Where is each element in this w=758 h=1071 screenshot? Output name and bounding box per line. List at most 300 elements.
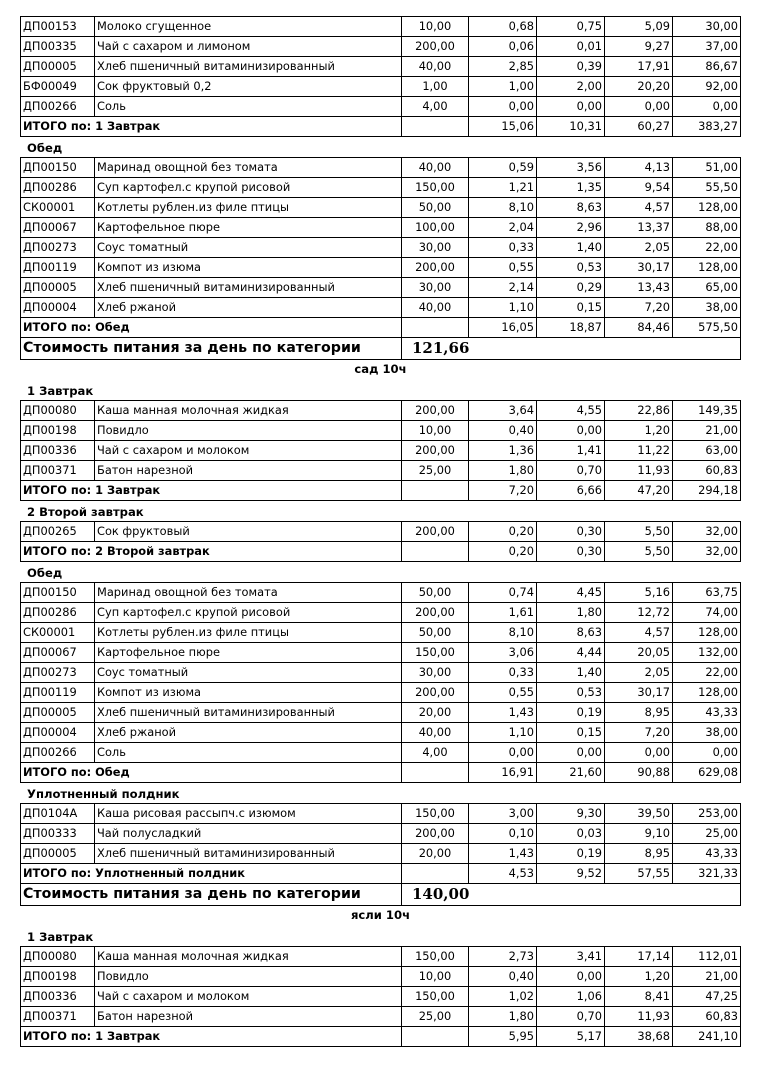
fat-value: 1,40 <box>537 238 605 258</box>
total-protein: 5,95 <box>469 1027 537 1047</box>
protein-value: 2,04 <box>469 218 537 238</box>
protein-value: 1,80 <box>469 461 537 481</box>
carbs-value: 9,10 <box>605 824 673 844</box>
energy-value: 21,00 <box>673 421 741 441</box>
fat-value: 9,30 <box>537 804 605 824</box>
total-carbs: 47,20 <box>605 481 673 501</box>
total-quantity-empty <box>402 318 469 338</box>
table-row <box>21 258 741 278</box>
dish-name: Каша рисовая рассыпч.с изюмом <box>95 804 402 824</box>
dish-quantity: 40,00 <box>402 57 469 77</box>
table-row <box>21 583 741 603</box>
total-quantity-empty <box>402 481 469 501</box>
dish-name: Соус томатный <box>95 238 402 258</box>
dish-code: ДП00266 <box>21 743 95 763</box>
energy-value: 32,00 <box>673 522 741 542</box>
fat-value: 1,35 <box>537 178 605 198</box>
carbs-value: 5,50 <box>605 522 673 542</box>
dish-name: Хлеб пшеничный витаминизированный <box>95 278 402 298</box>
carbs-value: 11,93 <box>605 461 673 481</box>
carbs-value: 8,95 <box>605 844 673 864</box>
energy-value: 63,00 <box>673 441 741 461</box>
dish-code: ДП00150 <box>21 158 95 178</box>
protein-value: 0,33 <box>469 238 537 258</box>
fat-value: 4,44 <box>537 643 605 663</box>
table-row <box>21 441 741 461</box>
dish-code: ДП00119 <box>21 683 95 703</box>
daily-cost-label: Стоимость питания за день по категории <box>21 338 402 360</box>
protein-value: 1,10 <box>469 298 537 318</box>
meal-title: Обед <box>27 566 63 580</box>
table-row <box>21 824 741 844</box>
total-energy: 383,27 <box>673 117 741 137</box>
total-fat: 9,52 <box>537 864 605 884</box>
dish-quantity: 150,00 <box>402 987 469 1007</box>
table-row <box>21 603 741 623</box>
carbs-value: 4,57 <box>605 198 673 218</box>
carbs-value: 9,54 <box>605 178 673 198</box>
protein-value: 0,68 <box>469 17 537 37</box>
energy-value: 60,83 <box>673 461 741 481</box>
protein-value: 1,61 <box>469 603 537 623</box>
fat-value: 0,29 <box>537 278 605 298</box>
dish-name: Хлеб ржаной <box>95 723 402 743</box>
table-row <box>21 522 741 542</box>
table-row <box>21 1007 741 1027</box>
menu-table <box>20 582 741 783</box>
dish-code: ДП00119 <box>21 258 95 278</box>
energy-value: 0,00 <box>673 97 741 117</box>
dish-name: Маринад овощной без томата <box>95 583 402 603</box>
total-quantity-empty <box>402 864 469 884</box>
total-fat: 18,87 <box>537 318 605 338</box>
energy-value: 30,00 <box>673 17 741 37</box>
dish-name: Компот из изюма <box>95 683 402 703</box>
dish-quantity: 50,00 <box>402 623 469 643</box>
fat-value: 0,70 <box>537 1007 605 1027</box>
meal-title: 1 Завтрак <box>27 930 94 944</box>
total-carbs: 60,27 <box>605 117 673 137</box>
table-row <box>21 844 741 864</box>
dish-quantity: 30,00 <box>402 278 469 298</box>
total-energy: 241,10 <box>673 1027 741 1047</box>
total-energy: 294,18 <box>673 481 741 501</box>
menu-table <box>20 16 741 137</box>
dish-name: Котлеты рублен.из филе птицы <box>95 198 402 218</box>
dish-code: ДП00080 <box>21 401 95 421</box>
protein-value: 1,00 <box>469 77 537 97</box>
dish-quantity: 40,00 <box>402 158 469 178</box>
protein-value: 0,74 <box>469 583 537 603</box>
table-row <box>21 298 741 318</box>
total-row <box>21 1027 741 1047</box>
dish-name: Хлеб пшеничный витаминизированный <box>95 844 402 864</box>
energy-value: 128,00 <box>673 683 741 703</box>
carbs-value: 11,22 <box>605 441 673 461</box>
dish-quantity: 25,00 <box>402 1007 469 1027</box>
energy-value: 63,75 <box>673 583 741 603</box>
energy-value: 65,00 <box>673 278 741 298</box>
energy-value: 132,00 <box>673 643 741 663</box>
protein-value: 1,02 <box>469 987 537 1007</box>
total-label: ИТОГО по: Обед <box>21 318 402 338</box>
table-row <box>21 643 741 663</box>
dish-code: ДП00336 <box>21 987 95 1007</box>
dish-code: ДП00004 <box>21 298 95 318</box>
dish-code: ДП00150 <box>21 583 95 603</box>
dish-name: Картофельное пюре <box>95 643 402 663</box>
protein-value: 0,40 <box>469 967 537 987</box>
table-row <box>21 967 741 987</box>
table-row <box>21 198 741 218</box>
protein-value: 0,33 <box>469 663 537 683</box>
total-fat: 21,60 <box>537 763 605 783</box>
dish-name: Маринад овощной без томата <box>95 158 402 178</box>
total-fat: 0,30 <box>537 542 605 562</box>
daily-cost-label: Стоимость питания за день по категории <box>21 884 402 906</box>
fat-value: 0,70 <box>537 461 605 481</box>
fat-value: 0,00 <box>537 421 605 441</box>
table-row <box>21 703 741 723</box>
protein-value: 0,06 <box>469 37 537 57</box>
carbs-value: 7,20 <box>605 723 673 743</box>
dish-code: ДП00335 <box>21 37 95 57</box>
daily-cost-row <box>21 338 741 360</box>
dish-quantity: 10,00 <box>402 17 469 37</box>
dish-quantity: 50,00 <box>402 198 469 218</box>
energy-value: 47,25 <box>673 987 741 1007</box>
fat-value: 3,41 <box>537 947 605 967</box>
dish-name: Чай с сахаром и молоком <box>95 987 402 1007</box>
protein-value: 3,64 <box>469 401 537 421</box>
carbs-value: 22,86 <box>605 401 673 421</box>
protein-value: 1,10 <box>469 723 537 743</box>
table-row <box>21 17 741 37</box>
total-row <box>21 318 741 338</box>
dish-code: ДП00273 <box>21 663 95 683</box>
dish-name: Соус томатный <box>95 663 402 683</box>
carbs-value: 1,20 <box>605 421 673 441</box>
dish-code: ДП00336 <box>21 441 95 461</box>
fat-value: 4,45 <box>537 583 605 603</box>
dish-code: ДП00005 <box>21 703 95 723</box>
dish-name: Каша манная молочная жидкая <box>95 401 402 421</box>
carbs-value: 1,20 <box>605 967 673 987</box>
daily-cost-value: 121,66 <box>402 338 741 360</box>
protein-value: 3,06 <box>469 643 537 663</box>
total-carbs: 57,55 <box>605 864 673 884</box>
protein-value: 2,73 <box>469 947 537 967</box>
table-row <box>21 683 741 703</box>
fat-value: 0,15 <box>537 298 605 318</box>
table-row <box>21 947 741 967</box>
protein-value: 1,43 <box>469 844 537 864</box>
dish-code: БФ00049 <box>21 77 95 97</box>
total-quantity-empty <box>402 117 469 137</box>
table-row <box>21 461 741 481</box>
carbs-value: 12,72 <box>605 603 673 623</box>
fat-value: 0,03 <box>537 824 605 844</box>
fat-value: 4,55 <box>537 401 605 421</box>
dish-code: ДП00286 <box>21 178 95 198</box>
protein-value: 0,55 <box>469 258 537 278</box>
dish-code: ДП00198 <box>21 421 95 441</box>
carbs-value: 17,91 <box>605 57 673 77</box>
table-row <box>21 238 741 258</box>
dish-code: ДП00153 <box>21 17 95 37</box>
dish-name: Котлеты рублен.из филе птицы <box>95 623 402 643</box>
total-fat: 5,17 <box>537 1027 605 1047</box>
carbs-value: 30,17 <box>605 683 673 703</box>
dish-quantity: 20,00 <box>402 844 469 864</box>
dish-quantity: 25,00 <box>402 461 469 481</box>
menu-document <box>20 16 741 1047</box>
energy-value: 38,00 <box>673 723 741 743</box>
dish-code: ДП00198 <box>21 967 95 987</box>
dish-name: Каша манная молочная жидкая <box>95 947 402 967</box>
fat-value: 1,40 <box>537 663 605 683</box>
table-row <box>21 743 741 763</box>
protein-value: 1,80 <box>469 1007 537 1027</box>
energy-value: 0,00 <box>673 743 741 763</box>
dish-quantity: 200,00 <box>402 683 469 703</box>
dish-code: ДП00005 <box>21 57 95 77</box>
energy-value: 38,00 <box>673 298 741 318</box>
table-row <box>21 218 741 238</box>
energy-value: 74,00 <box>673 603 741 623</box>
energy-value: 128,00 <box>673 258 741 278</box>
dish-quantity: 200,00 <box>402 401 469 421</box>
menu-table <box>20 521 741 562</box>
dish-code: ДП00371 <box>21 461 95 481</box>
meal-title: Уплотненный полдник <box>27 787 180 801</box>
daily-cost-row <box>21 884 741 906</box>
dish-name: Батон нарезной <box>95 461 402 481</box>
energy-value: 149,35 <box>673 401 741 421</box>
protein-value: 0,00 <box>469 97 537 117</box>
meal-title: Обед <box>27 141 63 155</box>
protein-value: 2,14 <box>469 278 537 298</box>
energy-value: 128,00 <box>673 198 741 218</box>
dish-name: Хлеб пшеничный витаминизированный <box>95 703 402 723</box>
total-fat: 6,66 <box>537 481 605 501</box>
dish-quantity: 20,00 <box>402 703 469 723</box>
menu-table <box>20 400 741 501</box>
carbs-value: 30,17 <box>605 258 673 278</box>
fat-value: 0,53 <box>537 683 605 703</box>
fat-value: 0,39 <box>537 57 605 77</box>
energy-value: 43,33 <box>673 703 741 723</box>
table-row <box>21 77 741 97</box>
carbs-value: 20,20 <box>605 77 673 97</box>
carbs-value: 8,95 <box>605 703 673 723</box>
fat-value: 1,06 <box>537 987 605 1007</box>
menu-table <box>20 157 741 360</box>
energy-value: 60,83 <box>673 1007 741 1027</box>
total-label: ИТОГО по: 1 Завтрак <box>21 1027 402 1047</box>
energy-value: 128,00 <box>673 623 741 643</box>
energy-value: 22,00 <box>673 238 741 258</box>
table-row <box>21 37 741 57</box>
total-protein: 7,20 <box>469 481 537 501</box>
dish-code: ДП00005 <box>21 844 95 864</box>
carbs-value: 4,57 <box>605 623 673 643</box>
fat-value: 0,75 <box>537 17 605 37</box>
category-title: сад 10ч <box>354 362 407 376</box>
dish-quantity: 200,00 <box>402 441 469 461</box>
table-row <box>21 663 741 683</box>
dish-name: Хлеб ржаной <box>95 298 402 318</box>
dish-quantity: 150,00 <box>402 643 469 663</box>
dish-quantity: 200,00 <box>402 37 469 57</box>
carbs-value: 4,13 <box>605 158 673 178</box>
dish-quantity: 10,00 <box>402 421 469 441</box>
energy-value: 21,00 <box>673 967 741 987</box>
protein-value: 8,10 <box>469 198 537 218</box>
dish-quantity: 150,00 <box>402 178 469 198</box>
protein-value: 2,85 <box>469 57 537 77</box>
energy-value: 112,01 <box>673 947 741 967</box>
total-protein: 15,06 <box>469 117 537 137</box>
dish-name: Картофельное пюре <box>95 218 402 238</box>
table-row <box>21 623 741 643</box>
dish-code: ДП00067 <box>21 218 95 238</box>
dish-quantity: 10,00 <box>402 967 469 987</box>
fat-value: 0,19 <box>537 844 605 864</box>
fat-value: 0,00 <box>537 743 605 763</box>
dish-quantity: 4,00 <box>402 97 469 117</box>
total-protein: 0,20 <box>469 542 537 562</box>
dish-quantity: 200,00 <box>402 522 469 542</box>
dish-quantity: 150,00 <box>402 804 469 824</box>
fat-value: 1,80 <box>537 603 605 623</box>
dish-code: ДП00265 <box>21 522 95 542</box>
fat-value: 0,01 <box>537 37 605 57</box>
protein-value: 0,20 <box>469 522 537 542</box>
table-row <box>21 723 741 743</box>
protein-value: 1,36 <box>469 441 537 461</box>
total-row <box>21 763 741 783</box>
fat-value: 0,30 <box>537 522 605 542</box>
dish-code: СК00001 <box>21 198 95 218</box>
total-carbs: 5,50 <box>605 542 673 562</box>
dish-name: Повидло <box>95 967 402 987</box>
dish-name: Батон нарезной <box>95 1007 402 1027</box>
protein-value: 0,55 <box>469 683 537 703</box>
dish-name: Компот из изюма <box>95 258 402 278</box>
table-row <box>21 178 741 198</box>
carbs-value: 8,41 <box>605 987 673 1007</box>
fat-value: 3,56 <box>537 158 605 178</box>
dish-quantity: 100,00 <box>402 218 469 238</box>
meal-title: 2 Второй завтрак <box>27 505 144 519</box>
fat-value: 0,00 <box>537 97 605 117</box>
dish-code: ДП00005 <box>21 278 95 298</box>
dish-name: Повидло <box>95 421 402 441</box>
total-row <box>21 117 741 137</box>
energy-value: 37,00 <box>673 37 741 57</box>
total-row <box>21 864 741 884</box>
dish-quantity: 4,00 <box>402 743 469 763</box>
total-energy: 629,08 <box>673 763 741 783</box>
total-row <box>21 542 741 562</box>
table-row <box>21 804 741 824</box>
energy-value: 88,00 <box>673 218 741 238</box>
fat-value: 1,41 <box>537 441 605 461</box>
dish-quantity: 30,00 <box>402 663 469 683</box>
fat-value: 0,15 <box>537 723 605 743</box>
dish-name: Соль <box>95 97 402 117</box>
protein-value: 0,40 <box>469 421 537 441</box>
total-carbs: 84,46 <box>605 318 673 338</box>
carbs-value: 2,05 <box>605 238 673 258</box>
carbs-value: 11,93 <box>605 1007 673 1027</box>
total-label: ИТОГО по: Обед <box>21 763 402 783</box>
total-carbs: 38,68 <box>605 1027 673 1047</box>
protein-value: 0,10 <box>469 824 537 844</box>
dish-code: ДП00273 <box>21 238 95 258</box>
fat-value: 2,96 <box>537 218 605 238</box>
carbs-value: 2,05 <box>605 663 673 683</box>
total-label: ИТОГО по: 1 Завтрак <box>21 481 402 501</box>
total-energy: 321,33 <box>673 864 741 884</box>
dish-name: Суп картофел.с крупой рисовой <box>95 603 402 623</box>
dish-name: Чай с сахаром и лимоном <box>95 37 402 57</box>
dish-quantity: 40,00 <box>402 723 469 743</box>
protein-value: 0,00 <box>469 743 537 763</box>
total-energy: 575,50 <box>673 318 741 338</box>
energy-value: 43,33 <box>673 844 741 864</box>
energy-value: 55,50 <box>673 178 741 198</box>
daily-cost-value: 140,00 <box>402 884 741 906</box>
carbs-value: 5,09 <box>605 17 673 37</box>
carbs-value: 13,37 <box>605 218 673 238</box>
table-row <box>21 278 741 298</box>
carbs-value: 13,43 <box>605 278 673 298</box>
dish-code: ДП00266 <box>21 97 95 117</box>
dish-quantity: 200,00 <box>402 603 469 623</box>
dish-name: Сок фруктовый 0,2 <box>95 77 402 97</box>
dish-code: ДП00004 <box>21 723 95 743</box>
dish-quantity: 1,00 <box>402 77 469 97</box>
total-row <box>21 481 741 501</box>
dish-code: ДП00067 <box>21 643 95 663</box>
dish-code: ДП00286 <box>21 603 95 623</box>
energy-value: 22,00 <box>673 663 741 683</box>
total-quantity-empty <box>402 1027 469 1047</box>
protein-value: 3,00 <box>469 804 537 824</box>
fat-value: 8,63 <box>537 198 605 218</box>
menu-table <box>20 946 741 1047</box>
table-row <box>21 401 741 421</box>
total-carbs: 90,88 <box>605 763 673 783</box>
total-protein: 16,91 <box>469 763 537 783</box>
energy-value: 25,00 <box>673 824 741 844</box>
table-row <box>21 158 741 178</box>
dish-name: Чай полусладкий <box>95 824 402 844</box>
dish-name: Хлеб пшеничный витаминизированный <box>95 57 402 77</box>
carbs-value: 39,50 <box>605 804 673 824</box>
protein-value: 8,10 <box>469 623 537 643</box>
dish-name: Молоко сгущенное <box>95 17 402 37</box>
protein-value: 1,43 <box>469 703 537 723</box>
dish-code: СК00001 <box>21 623 95 643</box>
total-label: ИТОГО по: 2 Второй завтрак <box>21 542 402 562</box>
carbs-value: 0,00 <box>605 97 673 117</box>
dish-code: ДП00371 <box>21 1007 95 1027</box>
carbs-value: 17,14 <box>605 947 673 967</box>
dish-code: ДП0104А <box>21 804 95 824</box>
